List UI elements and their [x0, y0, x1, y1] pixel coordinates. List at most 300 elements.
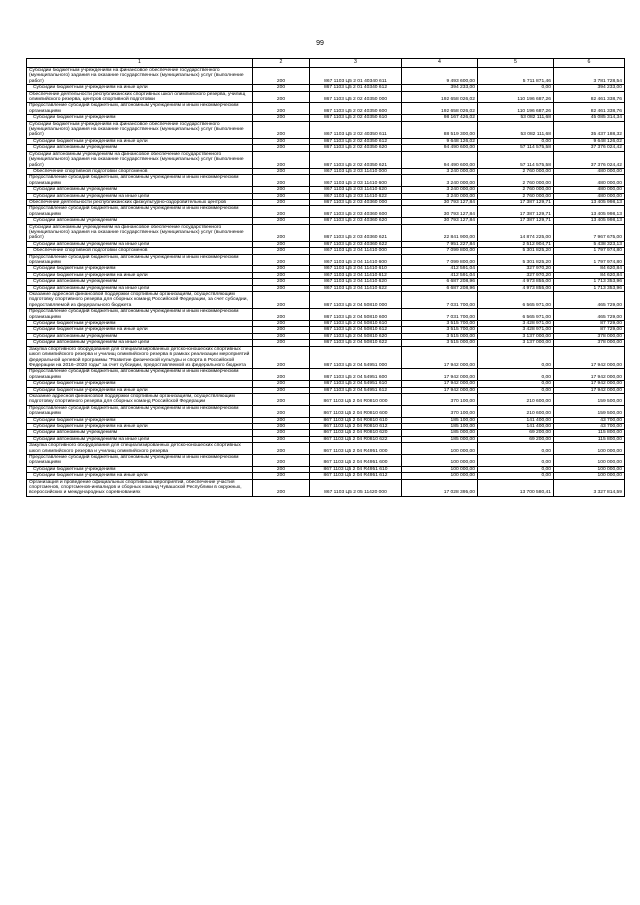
- row-executed-amount: 3 137 000,00: [478, 333, 554, 339]
- row-approved-amount: 30 793 127,84: [402, 206, 478, 218]
- table-row: [27, 193, 625, 199]
- row-description: Предоставление субсидий бюджетным, автономным учреждениям и иным некоммерческим организациям: [27, 206, 253, 218]
- row-description: Субсидии автономным учреждениям на иные цели: [27, 193, 253, 199]
- table-row: [27, 175, 625, 187]
- row-description: Субсидии автономным учреждениям: [27, 218, 253, 224]
- row-description: Предоставление субсидий бюджетным, автономным учреждениям и иным некоммерческим организациям: [27, 254, 253, 266]
- row-code: 200: [253, 68, 310, 85]
- row-executed-amount: 0,00: [478, 138, 554, 144]
- table-row: [27, 272, 625, 278]
- row-code: 200: [253, 272, 310, 278]
- row-approved-amount: 185 000,00: [402, 436, 478, 442]
- row-budget-classification: 867 1103 Ц5 2 04 54951 000: [310, 346, 402, 369]
- table-row: [27, 187, 625, 193]
- row-executed-amount: 14 874 225,00: [478, 224, 554, 241]
- row-executed-amount: 2 512 904,71: [478, 241, 554, 247]
- row-remaining-amount: 100 000,00: [554, 473, 625, 479]
- row-approved-amount: 3 515 700,00: [402, 321, 478, 327]
- row-executed-amount: 6 565 971,00: [478, 309, 554, 321]
- row-code: 200: [253, 387, 310, 393]
- row-approved-amount: 3 240 000,00: [402, 168, 478, 174]
- table-row: [27, 455, 625, 467]
- row-approved-amount: 9 493 600,00: [402, 68, 478, 85]
- row-code: 200: [253, 241, 310, 247]
- row-executed-amount: 17 387 129,71: [478, 218, 554, 224]
- row-description: Предоставление субсидий бюджетным, автономным учреждениям и иным некоммерческим организациям: [27, 103, 253, 115]
- row-executed-amount: 0,00: [478, 466, 554, 472]
- row-remaining-amount: 159 500,00: [554, 405, 625, 417]
- row-code: 200: [253, 193, 310, 199]
- row-description: Субсидии автономным учреждениям на иные цели: [27, 436, 253, 442]
- row-budget-classification: 867 1103 Ц5 2 02 40350 612: [310, 138, 402, 144]
- row-approved-amount: 100 000,00: [402, 473, 478, 479]
- row-code: 200: [253, 103, 310, 115]
- row-description: Предоставление субсидий бюджетным, автономным учреждениям и иным некоммерческим организациям: [27, 405, 253, 417]
- row-description: Субсидии автономным учреждениям: [27, 279, 253, 285]
- row-approved-amount: 3 515 700,00: [402, 327, 478, 333]
- row-description: Субсидии автономным учреждениям на финансовое обеспечение государственного (муниципального) задания на оказание государственных (муниципальных) услуг (выполнение работ): [27, 151, 253, 168]
- table-row: [27, 393, 625, 405]
- row-approved-amount: 394 233,00: [402, 85, 478, 91]
- row-budget-classification: 867 1103 Ц5 2 03 11410 000: [310, 168, 402, 174]
- row-description: Субсидии бюджетным учреждениям: [27, 321, 253, 327]
- row-executed-amount: 17 387 129,71: [478, 206, 554, 218]
- row-code: 200: [253, 199, 310, 205]
- row-description: Субсидии бюджетным учреждениям на иные цели: [27, 473, 253, 479]
- row-executed-amount: 0,00: [478, 473, 554, 479]
- report-table: [26, 58, 625, 497]
- row-description: Субсидии автономным учреждениям на иные цели: [27, 340, 253, 346]
- row-remaining-amount: 394 233,00: [554, 85, 625, 91]
- row-budget-classification: 867 1103 Ц5 2 03 11410 600: [310, 175, 402, 187]
- row-executed-amount: 141 400,00: [478, 423, 554, 429]
- row-remaining-amount: 84 620,84: [554, 266, 625, 272]
- row-executed-amount: 53 082 111,68: [478, 115, 554, 121]
- row-description: Предоставление субсидий бюджетным, автономным учреждениям и иным некоммерческим организациям: [27, 455, 253, 467]
- row-budget-classification: 867 1103 Ц5 2 01 40340 612: [310, 85, 402, 91]
- row-code: 200: [253, 279, 310, 285]
- row-code: 200: [253, 168, 310, 174]
- row-executed-amount: 110 196 687,26: [478, 103, 554, 115]
- row-remaining-amount: 1 797 974,80: [554, 254, 625, 266]
- row-executed-amount: 0,00: [478, 346, 554, 369]
- row-remaining-amount: 17 942 000,00: [554, 346, 625, 369]
- table-row: [27, 145, 625, 151]
- row-code: 200: [253, 479, 310, 496]
- table-row: [27, 327, 625, 333]
- row-approved-amount: 17 942 000,00: [402, 346, 478, 369]
- row-code: 200: [253, 381, 310, 387]
- column-header: 2: [253, 59, 310, 68]
- row-code: 200: [253, 455, 310, 467]
- row-code: 200: [253, 346, 310, 369]
- row-code: 200: [253, 443, 310, 455]
- row-executed-amount: 3 137 000,00: [478, 340, 554, 346]
- table-header-row: [27, 59, 625, 68]
- row-executed-amount: 0,00: [478, 443, 554, 455]
- row-approved-amount: 185 100,00: [402, 423, 478, 429]
- row-remaining-amount: 5 438 323,13: [554, 241, 625, 247]
- row-approved-amount: 100 000,00: [402, 443, 478, 455]
- row-budget-classification: 867 1103 Ц5 2 03 40360 621: [310, 224, 402, 241]
- row-executed-amount: 13 700 580,41: [478, 479, 554, 496]
- row-budget-classification: 867 1103 Ц5 2 04 50810 612: [310, 327, 402, 333]
- row-code: 200: [253, 327, 310, 333]
- row-budget-classification: 867 1103 Ц5 2 02 40350 620: [310, 145, 402, 151]
- row-budget-classification: 867 1103 Ц5 2 04 R4951 000: [310, 443, 402, 455]
- row-remaining-amount: 17 942 000,00: [554, 387, 625, 393]
- row-description: Предоставление субсидий бюджетным, автономным учреждениям и иным некоммерческим организациям: [27, 175, 253, 187]
- row-approved-amount: 192 658 026,02: [402, 91, 478, 103]
- row-code: 200: [253, 175, 310, 187]
- row-code: 200: [253, 254, 310, 266]
- column-header: 5: [478, 59, 554, 68]
- row-remaining-amount: 37 376 024,42: [554, 145, 625, 151]
- row-remaining-amount: 3 781 728,54: [554, 68, 625, 85]
- row-code: 200: [253, 266, 310, 272]
- row-description: Субсидии бюджетным учреждениям на иные цели: [27, 387, 253, 393]
- row-approved-amount: 3 515 000,00: [402, 333, 478, 339]
- row-description: Субсидии бюджетным учреждениям: [27, 466, 253, 472]
- row-code: 200: [253, 309, 310, 321]
- row-description: Субсидии автономным учреждениям на финансовое обеспечение государственного (муниципального) задания на оказание государственных (муниципальных) услуг (выполнение работ): [27, 224, 253, 241]
- column-header: 1: [27, 59, 253, 68]
- row-budget-classification: 867 1103 Ц5 2 03 40360 000: [310, 199, 402, 205]
- row-remaining-amount: 1 713 353,96: [554, 279, 625, 285]
- row-budget-classification: 867 1103 Ц5 2 04 R4951 610: [310, 466, 402, 472]
- row-executed-amount: 0,00: [478, 387, 554, 393]
- row-remaining-amount: 1 797 974,80: [554, 248, 625, 254]
- row-executed-amount: 110 196 687,26: [478, 91, 554, 103]
- page-number: 99: [316, 40, 324, 47]
- table-row: [27, 443, 625, 455]
- row-budget-classification: 867 1103 Ц5 2 03 40360 600: [310, 206, 402, 218]
- table-row: [27, 369, 625, 381]
- row-executed-amount: 57 114 575,58: [478, 145, 554, 151]
- row-remaining-amount: 100 000,00: [554, 455, 625, 467]
- row-code: 200: [253, 206, 310, 218]
- row-description: Субсидии автономным учреждениям: [27, 430, 253, 436]
- row-executed-amount: 3 428 971,00: [478, 321, 554, 327]
- row-approved-amount: 185 100,00: [402, 417, 478, 423]
- row-code: 200: [253, 151, 310, 168]
- row-code: 200: [253, 466, 310, 472]
- row-code: 200: [253, 187, 310, 193]
- row-budget-classification: 867 1103 Ц5 2 04 11410 620: [310, 279, 402, 285]
- table-row: [27, 479, 625, 496]
- row-budget-classification: 867 1103 Ц5 2 02 40350 621: [310, 151, 402, 168]
- row-remaining-amount: 82 461 338,76: [554, 103, 625, 115]
- row-budget-classification: 867 1103 Ц5 2 01 40340 611: [310, 68, 402, 85]
- row-budget-classification: 867 1103 Ц5 2 02 40350 610: [310, 115, 402, 121]
- row-executed-amount: 210 600,00: [478, 393, 554, 405]
- row-remaining-amount: 480 000,00: [554, 168, 625, 174]
- row-budget-classification: 867 1103 Ц5 2 02 40350 000: [310, 91, 402, 103]
- row-description: Субсидии бюджетным учреждениям на финансовое обеспечение государственного (муниципального) задания на оказание государственных (муниципальных) услуг (выполнение работ): [27, 68, 253, 85]
- row-approved-amount: 412 591,04: [402, 266, 478, 272]
- row-approved-amount: 30 793 127,84: [402, 199, 478, 205]
- row-executed-amount: 3 428 971,00: [478, 327, 554, 333]
- row-code: 200: [253, 369, 310, 381]
- column-header: 6: [554, 59, 625, 68]
- row-executed-amount: 0,00: [478, 455, 554, 467]
- table-row: [27, 430, 625, 436]
- row-description: Закупка спортивного оборудования для специализированных детско-юношеских спортивных школ олимпийского резерва и училищ олимпийского резерва в рамках реализации мероприятий федеральной целевой программы "Развитие физической культуры и спорта в Российской Федерации на 2016–2020 годы" за счет субсидии, предоставляемой из федерального бюджета: [27, 346, 253, 369]
- row-budget-classification: 867 1103 Ц5 2 04 54951 600: [310, 369, 402, 381]
- row-description: Субсидии бюджетным учреждениям на иные цели: [27, 272, 253, 278]
- row-approved-amount: 3 240 000,00: [402, 175, 478, 187]
- row-executed-amount: 210 600,00: [478, 405, 554, 417]
- row-description: Субсидии бюджетным учреждениям: [27, 115, 253, 121]
- table-row: [27, 151, 625, 168]
- row-code: 200: [253, 138, 310, 144]
- row-remaining-amount: 43 700,00: [554, 423, 625, 429]
- table-row: [27, 241, 625, 247]
- table-row: [27, 254, 625, 266]
- row-executed-amount: 53 082 111,68: [478, 121, 554, 138]
- row-code: 200: [253, 248, 310, 254]
- row-approved-amount: 17 028 395,00: [402, 479, 478, 496]
- row-remaining-amount: 43 700,00: [554, 417, 625, 423]
- row-executed-amount: 69 200,00: [478, 430, 554, 436]
- row-remaining-amount: 7 967 675,00: [554, 224, 625, 241]
- table-row: [27, 285, 625, 291]
- row-approved-amount: 7 031 700,00: [402, 292, 478, 309]
- row-code: 200: [253, 333, 310, 339]
- row-remaining-amount: 480 000,00: [554, 193, 625, 199]
- row-description: Оказание адресной финансовой поддержки спортивным организациям, осуществляющим подготовку спортивного резерва для сборных команд Российской Федерации, за счет субсидии, предоставляемой из федерального бюджета: [27, 292, 253, 309]
- row-budget-classification: 867 1103 Ц5 2 04 11410 000: [310, 248, 402, 254]
- row-executed-amount: 2 760 000,00: [478, 193, 554, 199]
- row-description: Субсидии бюджетным учреждениям на финансовое обеспечение государственного (муниципального) задания на оказание государственных (муниципальных) услуг (выполнение работ): [27, 121, 253, 138]
- row-description: Субсидии бюджетным учреждениям на иные цели: [27, 423, 253, 429]
- row-code: 200: [253, 292, 310, 309]
- row-budget-classification: 867 1103 Ц5 2 04 R0810 000: [310, 393, 402, 405]
- row-executed-amount: 5 301 825,20: [478, 248, 554, 254]
- row-approved-amount: 94 490 600,00: [402, 151, 478, 168]
- row-approved-amount: 3 240 000,00: [402, 187, 478, 193]
- row-approved-amount: 370 100,00: [402, 405, 478, 417]
- row-budget-classification: 867 1103 Ц5 2 04 50810 620: [310, 333, 402, 339]
- table-row: [27, 206, 625, 218]
- table-row: [27, 68, 625, 85]
- row-description: Обеспечение деятельности республиканских физкультурно-оздоровительных центров: [27, 199, 253, 205]
- row-budget-classification: 867 1103 Ц5 2 03 40360 622: [310, 241, 402, 247]
- table-row: [27, 121, 625, 138]
- row-executed-amount: 0,00: [478, 369, 554, 381]
- row-code: 200: [253, 115, 310, 121]
- row-executed-amount: 17 387 129,71: [478, 199, 554, 205]
- table-row: [27, 346, 625, 369]
- row-remaining-amount: 480 000,00: [554, 175, 625, 187]
- row-remaining-amount: 3 327 814,59: [554, 479, 625, 496]
- row-description: Организация и проведение официальных спортивных мероприятий, обеспечение участия спортсменов, спортсменов-инвалидов и сборных команд Чувашской Республики в окружных, всероссийских и международных соревнованиях: [27, 479, 253, 496]
- row-description: Субсидии бюджетным учреждениям: [27, 417, 253, 423]
- row-budget-classification: 867 1103 Ц5 2 03 40360 620: [310, 218, 402, 224]
- table-row: [27, 436, 625, 442]
- row-approved-amount: 88 519 300,00: [402, 121, 478, 138]
- row-approved-amount: 17 942 000,00: [402, 387, 478, 393]
- row-budget-classification: 867 1103 Ц5 2 04 54951 612: [310, 387, 402, 393]
- row-description: Субсидии бюджетным учреждениям: [27, 381, 253, 387]
- row-code: 200: [253, 473, 310, 479]
- row-approved-amount: 30 793 127,84: [402, 218, 478, 224]
- row-approved-amount: 3 240 000,00: [402, 193, 478, 199]
- row-remaining-amount: 82 461 338,76: [554, 91, 625, 103]
- row-approved-amount: 412 591,04: [402, 272, 478, 278]
- row-remaining-amount: 17 942 000,00: [554, 369, 625, 381]
- row-code: 200: [253, 340, 310, 346]
- table-row: [27, 340, 625, 346]
- row-remaining-amount: 84 620,84: [554, 272, 625, 278]
- row-approved-amount: 6 687 208,96: [402, 279, 478, 285]
- row-remaining-amount: 35 437 188,32: [554, 121, 625, 138]
- row-code: 200: [253, 321, 310, 327]
- row-code: 200: [253, 224, 310, 241]
- row-budget-classification: 867 1103 Ц5 2 03 11410 622: [310, 193, 402, 199]
- row-remaining-amount: 17 942 000,00: [554, 381, 625, 387]
- row-budget-classification: 867 1103 Ц5 2 04 R0810 600: [310, 405, 402, 417]
- row-description: Субсидии бюджетным учреждениям на иные цели: [27, 138, 253, 144]
- table-row: [27, 292, 625, 309]
- row-budget-classification: 867 1103 Ц5 2 04 50810 622: [310, 340, 402, 346]
- row-approved-amount: 98 167 426,02: [402, 115, 478, 121]
- row-description: Обеспечение деятельности республиканских спортивных школ олимпийского резерва, училищ олимпийского резерва, центров спортивной подготовки: [27, 91, 253, 103]
- row-code: 200: [253, 121, 310, 138]
- row-code: 200: [253, 436, 310, 442]
- row-remaining-amount: 1 713 353,96: [554, 285, 625, 291]
- row-executed-amount: 327 970,20: [478, 266, 554, 272]
- row-executed-amount: 4 973 855,00: [478, 285, 554, 291]
- table-row: [27, 224, 625, 241]
- row-budget-classification: 867 1103 Ц5 2 04 11410 610: [310, 266, 402, 272]
- row-approved-amount: 6 687 208,96: [402, 285, 478, 291]
- row-budget-classification: 867 1103 Ц5 2 04 54951 610: [310, 381, 402, 387]
- row-description: Предоставление субсидий бюджетным, автономным учреждениям и иным некоммерческим организациям: [27, 309, 253, 321]
- row-budget-classification: 867 1103 Ц5 2 03 11410 620: [310, 187, 402, 193]
- row-executed-amount: 2 760 000,00: [478, 175, 554, 187]
- table-row: [27, 405, 625, 417]
- row-description: Субсидии автономным учреждениям на иные цели: [27, 285, 253, 291]
- row-executed-amount: 327 970,20: [478, 272, 554, 278]
- row-approved-amount: 9 648 126,02: [402, 138, 478, 144]
- row-budget-classification: 867 1103 Ц5 2 04 R0810 612: [310, 423, 402, 429]
- row-remaining-amount: 87 729,00: [554, 327, 625, 333]
- row-executed-amount: 0,00: [478, 381, 554, 387]
- row-remaining-amount: 115 800,00: [554, 430, 625, 436]
- table-row: [27, 279, 625, 285]
- row-code: 200: [253, 91, 310, 103]
- row-budget-classification: 867 1103 Ц5 2 04 R4951 612: [310, 473, 402, 479]
- table-row: [27, 309, 625, 321]
- row-executed-amount: 141 400,00: [478, 417, 554, 423]
- row-budget-classification: 867 1103 Ц5 2 04 11410 612: [310, 272, 402, 278]
- row-remaining-amount: 87 729,00: [554, 321, 625, 327]
- row-description: Предоставление субсидий бюджетным, автономным учреждениям и иным некоммерческим организациям: [27, 369, 253, 381]
- row-approved-amount: 94 490 600,00: [402, 145, 478, 151]
- row-code: 200: [253, 417, 310, 423]
- row-budget-classification: 867 1103 Ц5 2 04 R0810 620: [310, 430, 402, 436]
- row-code: 200: [253, 393, 310, 405]
- row-remaining-amount: 13 405 998,13: [554, 218, 625, 224]
- row-approved-amount: 7 031 700,00: [402, 309, 478, 321]
- row-code: 200: [253, 405, 310, 417]
- row-executed-amount: 6 565 971,00: [478, 292, 554, 309]
- row-approved-amount: 185 000,00: [402, 430, 478, 436]
- row-remaining-amount: 465 729,00: [554, 292, 625, 309]
- row-approved-amount: 370 100,00: [402, 393, 478, 405]
- table-row: [27, 168, 625, 174]
- row-approved-amount: 7 099 800,00: [402, 254, 478, 266]
- row-description: Закупка спортивного оборудования для специализированных детско-юношеских спортивных школ олимпийского резерва и училищ олимпийского резерва: [27, 443, 253, 455]
- row-description: Обеспечение спортивной подготовки спортсменов: [27, 168, 253, 174]
- row-remaining-amount: 465 729,00: [554, 309, 625, 321]
- row-budget-classification: 867 1103 Ц5 2 04 R0810 610: [310, 417, 402, 423]
- row-remaining-amount: 115 800,00: [554, 436, 625, 442]
- row-approved-amount: 7 099 800,00: [402, 248, 478, 254]
- row-remaining-amount: 159 500,00: [554, 393, 625, 405]
- row-remaining-amount: 13 405 998,13: [554, 206, 625, 218]
- row-budget-classification: 867 1103 Ц5 2 04 11410 622: [310, 285, 402, 291]
- row-executed-amount: 0,00: [478, 85, 554, 91]
- row-code: 200: [253, 430, 310, 436]
- row-executed-amount: 5 301 825,20: [478, 254, 554, 266]
- row-remaining-amount: 100 000,00: [554, 443, 625, 455]
- row-approved-amount: 192 658 026,02: [402, 103, 478, 115]
- row-remaining-amount: 378 000,00: [554, 333, 625, 339]
- row-description: Субсидии бюджетным учреждениям: [27, 266, 253, 272]
- table-row: [27, 423, 625, 429]
- row-remaining-amount: 45 085 314,34: [554, 115, 625, 121]
- row-code: 200: [253, 85, 310, 91]
- row-budget-classification: 867 1103 Ц5 2 04 50810 600: [310, 309, 402, 321]
- row-budget-classification: 867 1103 Ц5 2 04 R0810 622: [310, 436, 402, 442]
- row-approved-amount: 17 942 000,00: [402, 381, 478, 387]
- row-description: Субсидии автономным учреждениям: [27, 145, 253, 151]
- row-approved-amount: 100 000,00: [402, 466, 478, 472]
- row-description: Субсидии автономным учреждениям: [27, 333, 253, 339]
- row-description: Субсидии автономным учреждениям: [27, 187, 253, 193]
- table-row: [27, 103, 625, 115]
- row-executed-amount: 5 711 871,46: [478, 68, 554, 85]
- row-description: Субсидии бюджетным учреждениям на иные цели: [27, 85, 253, 91]
- table-row: [27, 248, 625, 254]
- row-executed-amount: 57 114 575,58: [478, 151, 554, 168]
- row-code: 200: [253, 145, 310, 151]
- row-code: 200: [253, 285, 310, 291]
- row-remaining-amount: 480 000,00: [554, 187, 625, 193]
- row-budget-classification: 867 1103 Ц5 2 04 11410 600: [310, 254, 402, 266]
- row-executed-amount: 69 200,00: [478, 436, 554, 442]
- row-budget-classification: 867 1103 Ц5 2 04 50810 000: [310, 292, 402, 309]
- row-remaining-amount: 9 648 126,02: [554, 138, 625, 144]
- row-approved-amount: 7 951 227,84: [402, 241, 478, 247]
- row-budget-classification: 867 1103 Ц5 2 05 11420 000: [310, 479, 402, 496]
- row-approved-amount: 3 515 000,00: [402, 340, 478, 346]
- row-budget-classification: 867 1103 Ц5 2 02 40350 600: [310, 103, 402, 115]
- row-remaining-amount: 378 000,00: [554, 340, 625, 346]
- table-row: [27, 199, 625, 205]
- row-remaining-amount: 13 405 998,13: [554, 199, 625, 205]
- row-budget-classification: 867 1103 Ц5 2 04 R4951 600: [310, 455, 402, 467]
- row-description: Обеспечение спортивной подготовки спортсменов: [27, 248, 253, 254]
- row-description: Субсидии бюджетным учреждениям на иные цели: [27, 327, 253, 333]
- row-approved-amount: 22 841 900,00: [402, 224, 478, 241]
- column-header: 4: [402, 59, 478, 68]
- row-approved-amount: 17 942 000,00: [402, 369, 478, 381]
- row-code: 200: [253, 218, 310, 224]
- table-row: [27, 333, 625, 339]
